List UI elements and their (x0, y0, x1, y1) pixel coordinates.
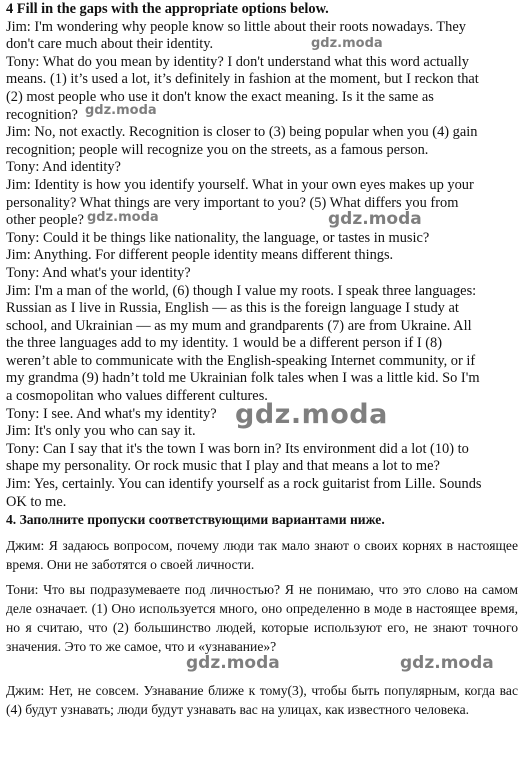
text-line: personality? What things are very important to you? (5) What differs you from (6, 194, 459, 211)
text-line: Jim: It's only you who can say it. (6, 423, 196, 440)
text-line: Jim: No, not exactly. Recognition is closer to (3) being popular when you (4) gain (6, 124, 478, 141)
watermark: gdz.moda (311, 36, 383, 51)
text-line: Tony: Could it be things like nationality, the language, or tastes in music? (6, 229, 430, 246)
english-exercise (6, 1, 521, 511)
text-line: school, and Ukrainian — as my mum and grandparents (7) are from Ukraine. All (6, 317, 472, 334)
text-line: shape my personality. Or rock music that I play and that means a lot to me? (6, 458, 440, 475)
english-heading: 4 Fill in the gaps with the appropriate options below. (6, 1, 329, 17)
russian-paragraph: Тони: Что вы подразумеваете под личностью? Я не понимаю, что это слово на самом деле означает. (1) Оно используется много, оно определенно в моде в настоящее время, но я считаю, что (2) большинство людей, которые используют его, не знают точного значения. Это то же самое, что и «узнавание»? (6, 582, 518, 654)
watermark: gdz.moda (85, 103, 157, 118)
text-line: OK to me. (6, 493, 67, 510)
watermark: gdz.moda (186, 653, 280, 673)
text-line: Tony: And identity? (6, 159, 121, 176)
watermark: gdz.moda (328, 209, 422, 229)
text-line: Russian as I live in Russia, English — as this is the foreign language I study at (6, 300, 459, 317)
text-line: Jim: I'm a man of the world, (6) though I value my roots. I speak three languages: (6, 282, 477, 299)
russian-paragraph: Джим: Нет, не совсем. Узнавание ближе к тому(3), чтобы быть популярным, когда вас (4) будут узнавать; люди будут узнавать вас на улицах, как известного человека. (6, 683, 518, 717)
text-line: weren’t able to communicate with the English-speaking Internet community, or if (6, 352, 476, 369)
watermark: gdz.moda (400, 653, 494, 673)
text-line: Jim: Identity is how you identify yourself. What in your own eyes makes up your (6, 176, 474, 193)
watermark: gdz.moda (87, 210, 159, 225)
text-line: the three languages add to my identity. 1 would be a different person if I (8) (6, 335, 442, 352)
text-line: Tony: Can I say that it's the town I was born in? Its environment did a lot (10) to (6, 440, 469, 457)
text-line: Jim: Anything. For different people identity means different things. (6, 247, 394, 264)
text-line: Tony: I see. And what's my identity? (6, 405, 217, 422)
text-line: recognition; people will recognize you on the streets, as a famous person. (6, 141, 429, 158)
text-line: my grandma (9) hadn’t told me Ukrainian folk tales when I was a little kid. So I'm (6, 370, 480, 387)
text-line: a cosmopolitan who values different cultures. (6, 388, 268, 405)
watermark: gdz.moda (235, 399, 388, 430)
text-line: Jim: Yes, certainly. You can identify yourself as a rock guitarist from Lille. Sounds (6, 476, 482, 493)
text-line: recognition? (6, 106, 78, 123)
text-line: means. (1) it’s used a lot, it’s definitely in fashion at the moment, but I reckon that (6, 71, 479, 88)
text-line: other people? (6, 212, 84, 229)
text-line: Jim: I'm wondering why people know so little about their roots nowadays. They (6, 18, 466, 35)
russian-heading: 4. Заполните пропуски соответствующими вариантами ниже. (6, 512, 385, 527)
text-line: don't care much about their identity. (6, 36, 214, 53)
text-line: Tony: What do you mean by identity? I don't understand what this word actually (6, 53, 469, 70)
russian-paragraph: Джим: Я задаюсь вопросом, почему люди так мало знают о своих корнях в настоящее время. Они не заботятся о своей личности. (6, 538, 518, 572)
text-line: (2) most people who use it don't know the exact meaning. Is it the same as (6, 88, 434, 105)
text-line: Tony: And what's your identity? (6, 264, 191, 281)
